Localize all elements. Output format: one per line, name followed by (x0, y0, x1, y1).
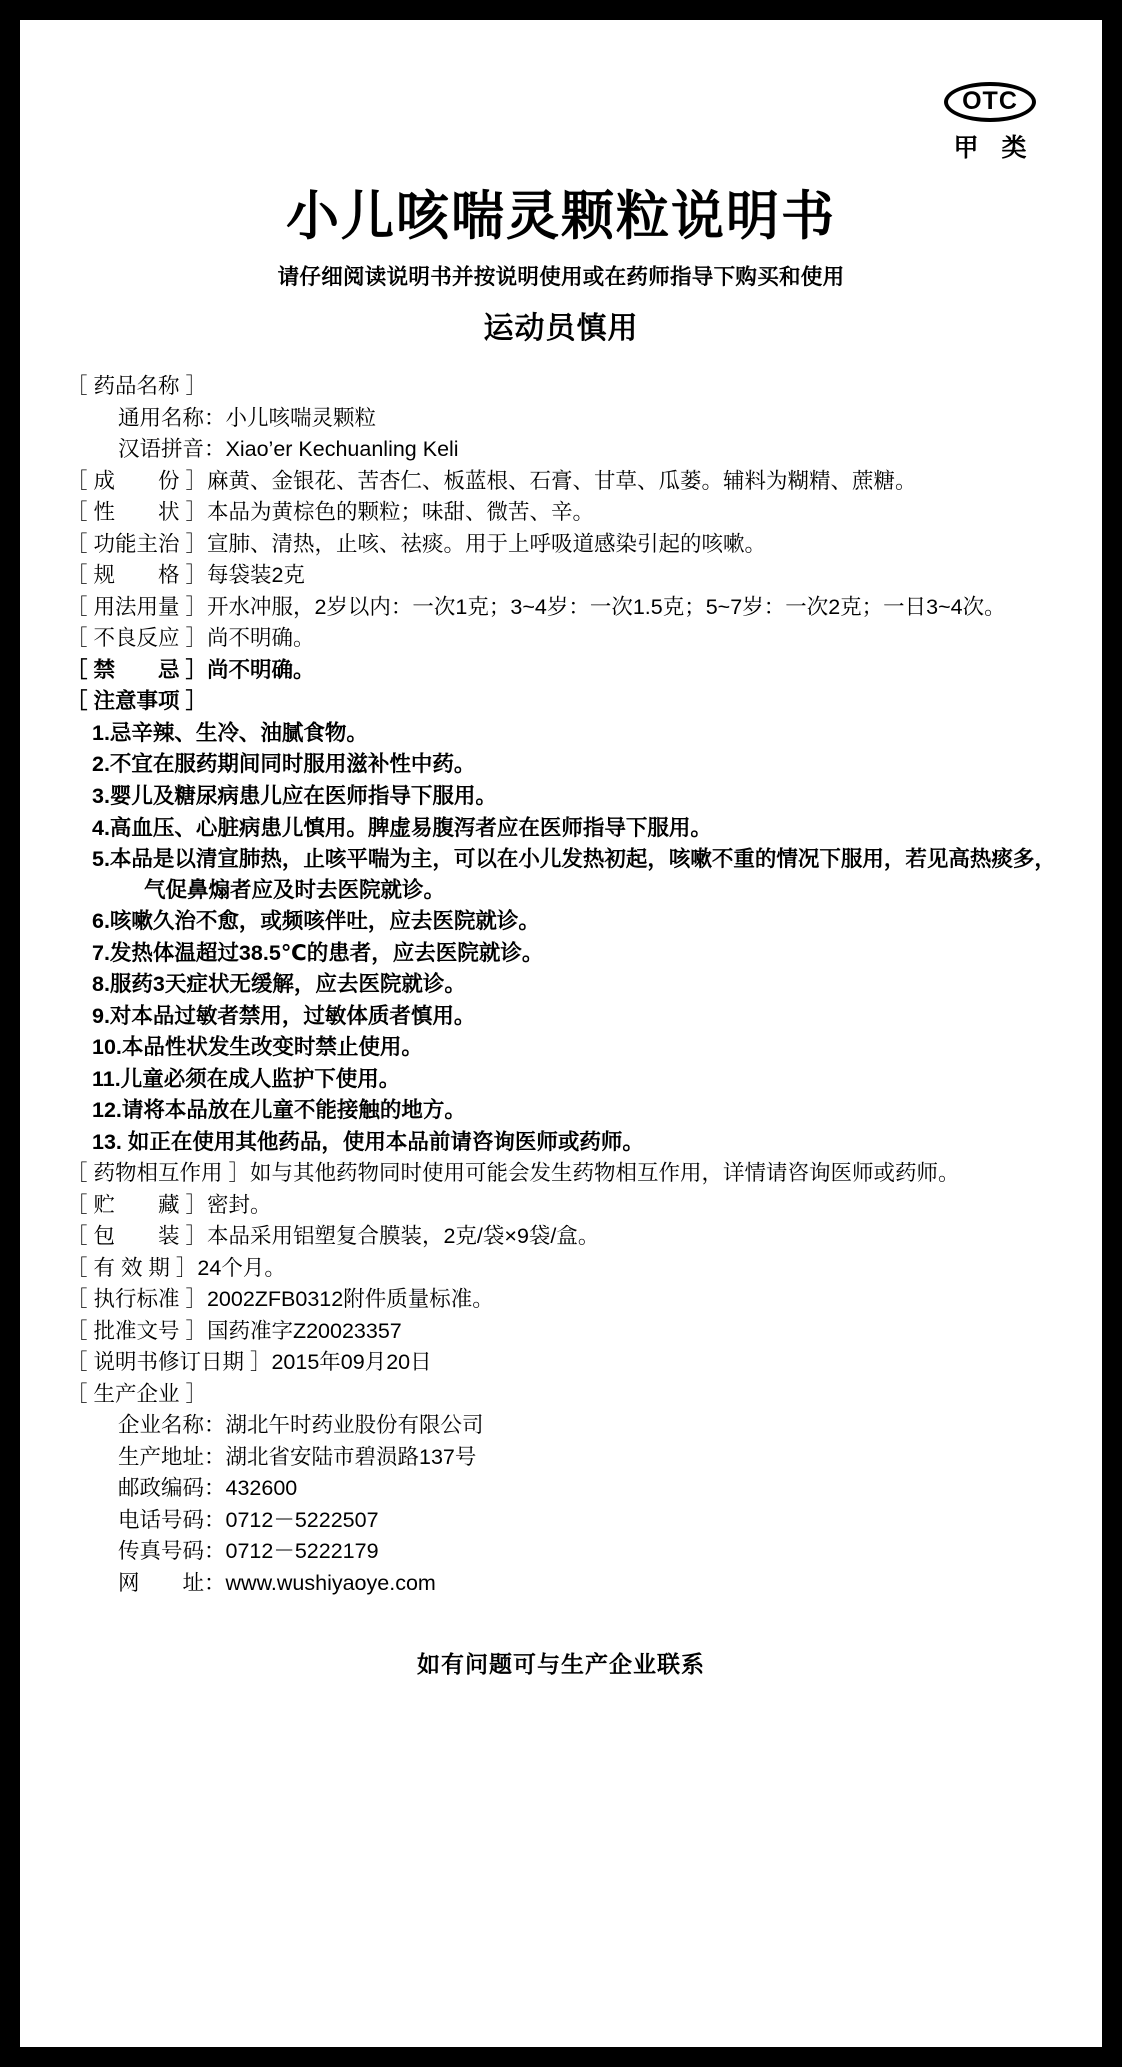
precaution-item: 8.服药3天症状无缓解，应去医院就诊。 (92, 972, 466, 997)
manufacturer-field-value: 0712－5222179 (225, 1539, 379, 1564)
section-properties (66, 497, 1056, 528)
standard-label: ［ 执行标准 ］ (66, 1287, 207, 1312)
page-title: 小儿咳喘灵颗粒说明书 (286, 187, 836, 246)
storage-text: 密封。 (206, 1192, 272, 1217)
section-standard (66, 1284, 1056, 1315)
ingredients-label: ［ 成 份 ］ (66, 468, 207, 493)
contraindication-text: 尚不明确。 (206, 657, 315, 682)
precaution-item: 2.不宜在服药期间同时服用滋补性中药。 (92, 752, 476, 777)
precaution-item: 5.本品是以清宣肺热，止咳平喘为主，可以在小儿发热初起，咳嗽不重的情况下服用，若见高热痰多，气促鼻煽者应及时去医院就诊。 (92, 847, 1056, 902)
contraindication-label: ［ 禁 忌 ］ (66, 657, 207, 682)
precaution-item: 3.婴儿及糖尿病患儿应在医师指导下服用。 (92, 784, 497, 808)
approval-label: ［ 批准文号 ］ (66, 1318, 207, 1343)
section-packaging (66, 1221, 1056, 1252)
section-storage (66, 1190, 1056, 1221)
generic-name-value: 小儿咳喘灵颗粒 (225, 405, 377, 430)
precaution-item: 6.咳嗽久治不愈，或频咳伴吐，应去医院就诊。 (92, 909, 540, 934)
manufacturer-field-name: 生产地址： (118, 1444, 226, 1469)
manufacturer-field (66, 1473, 1056, 1504)
manufacturer-field (66, 1442, 1056, 1473)
insert-body (66, 371, 1056, 1598)
manufacturer-field-value: 432600 (225, 1476, 298, 1501)
athlete-warning: 运动员慎用 (483, 312, 639, 346)
section-manufacturer (66, 1379, 1056, 1410)
properties-text: 本品为黄棕色的颗粒；味甜、微苦、辛。 (206, 500, 594, 525)
manufacturer-field-name: 网 址： (118, 1570, 226, 1595)
section-adverse-reactions (66, 623, 1056, 654)
adverse-text: 尚不明确。 (206, 626, 315, 651)
section-shelf-life (66, 1253, 1056, 1284)
spec-label: ［ 规 格 ］ (66, 563, 207, 588)
manufacturer-field (66, 1410, 1056, 1441)
drug-name-label: ［ 药品名称 ］ (66, 374, 207, 399)
pinyin-label: 汉语拼音： (118, 437, 226, 462)
dosage-label: ［ 用法用量 ］ (66, 594, 207, 619)
otc-badge (930, 82, 1050, 164)
section-contraindications (66, 655, 1056, 686)
generic-name-label: 通用名称： (118, 405, 226, 430)
precaution-item: 1.忌辛辣、生冷、油腻食物。 (92, 720, 368, 745)
manufacturer-field-name: 邮政编码： (118, 1476, 226, 1501)
section-indications (66, 529, 1056, 560)
shelf-life-text: 24个月。 (197, 1255, 286, 1280)
approval-text: 国药准字Z20023357 (206, 1318, 402, 1343)
section-approval-number (66, 1316, 1056, 1347)
precaution-item: 12.请将本品放在儿童不能接触的地方。 (92, 1098, 466, 1123)
precautions-label: ［ 注意事项 ］ (66, 689, 207, 714)
shelf-life-label: ［ 有 效 期 ］ (66, 1255, 198, 1280)
revision-date-label: ［ 说明书修订日期 ］ (66, 1350, 272, 1375)
precaution-item: 9.对本品过敏者禁用，过敏体质者慎用。 (92, 1003, 476, 1028)
manufacturer-field-value: www.wushiyaoye.com (225, 1570, 436, 1595)
ingredients-text: 麻黄、金银花、苦杏仁、板蓝根、石膏、甘草、瓜蒌。辅料为糊精、蔗糖。 (206, 468, 917, 493)
generic-name-row (66, 403, 1056, 434)
precaution-item: 4.高血压、心脏病患儿慎用。脾虚易腹泻者应在医师指导下服用。 (92, 815, 712, 840)
indications-text: 宣肺、清热，止咳、祛痰。用于上呼吸道感染引起的咳嗽。 (206, 531, 766, 556)
section-spec (66, 560, 1056, 591)
precaution-item: 11.儿童必须在成人监护下使用。 (92, 1066, 401, 1091)
precaution-item: 13. 如正在使用其他药品，使用本品前请咨询医师或药师。 (92, 1129, 644, 1154)
manufacturer-label: ［ 生产企业 ］ (66, 1381, 207, 1406)
packaging-text: 本品采用铝塑复合膜装，2克/袋×9袋/盒。 (206, 1224, 600, 1249)
contact-footer: 如有问题可与生产企业联系 (417, 1651, 705, 1678)
section-ingredients (66, 466, 1056, 497)
section-revision-date (66, 1347, 1056, 1378)
adverse-label: ［ 不良反应 ］ (66, 626, 207, 651)
section-dosage (66, 592, 1056, 623)
precaution-item: 7.发热体温超过38.5℃的患者，应去医院就诊。 (92, 940, 544, 965)
manufacturer-field-value: 湖北午时药业股份有限公司 (225, 1413, 484, 1438)
packaging-label: ［ 包 装 ］ (66, 1224, 207, 1249)
revision-date-text: 2015年09月20日 (271, 1350, 432, 1375)
precaution-item: 10.本品性状发生改变时禁止使用。 (92, 1035, 423, 1060)
dosage-text: 开水冲服，2岁以内：一次1克；3~4岁：一次1.5克；5~7岁：一次2克；一日3~4次。 (206, 594, 1006, 619)
interactions-text: 如与其他药物同时使用可能会发生药物相互作用，详情请咨询医师或药师。 (249, 1161, 960, 1186)
otc-label: OTC (944, 82, 1036, 122)
manufacturer-field (66, 1568, 1056, 1599)
otc-category-label: 甲 类 (953, 134, 1035, 162)
manufacturer-field-name: 企业名称： (118, 1413, 226, 1438)
section-drug-name (66, 371, 1056, 402)
standard-text: 2002ZFB0312附件质量标准。 (206, 1287, 494, 1312)
storage-label: ［ 贮 藏 ］ (66, 1192, 207, 1217)
manufacturer-field-name: 电话号码： (118, 1507, 226, 1532)
manufacturer-field (66, 1536, 1056, 1567)
interactions-label: ［ 药物相互作用 ］ (66, 1161, 250, 1186)
properties-label: ［ 性 状 ］ (66, 500, 207, 525)
section-precautions (66, 686, 1056, 717)
spec-text: 每袋装2克 (206, 563, 305, 588)
section-interactions (66, 1158, 1056, 1189)
pinyin-row (66, 434, 1056, 465)
manufacturer-field-value: 湖北省安陆市碧涢路137号 (225, 1444, 477, 1469)
page-subtitle: 请仔细阅读说明书并按说明使用或在药师指导下购买和使用 (277, 265, 845, 290)
indications-label: ［ 功能主治 ］ (66, 531, 207, 556)
pinyin-value: Xiao’er Kechuanling Keli (225, 437, 459, 462)
drug-insert-page (20, 20, 1102, 2047)
manufacturer-field-name: 传真号码： (118, 1539, 226, 1564)
manufacturer-field (66, 1505, 1056, 1536)
manufacturer-field-value: 0712－5222507 (225, 1507, 379, 1532)
